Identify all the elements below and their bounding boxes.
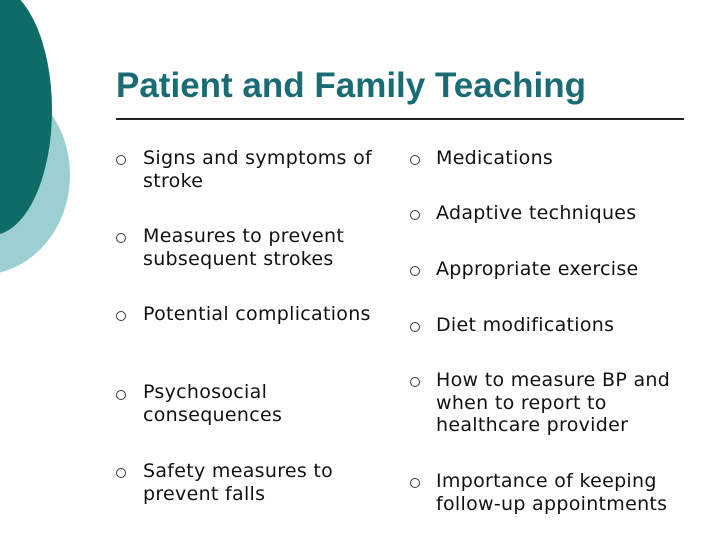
list-item-text: Diet modifications bbox=[436, 314, 615, 336]
bullet-icon bbox=[410, 210, 420, 220]
bullet-icon bbox=[410, 478, 420, 488]
corner-decoration bbox=[0, 0, 120, 300]
bullet-icon bbox=[410, 155, 420, 165]
list-item-text: Safety measures to prevent falls bbox=[143, 460, 334, 505]
list-item-text: Potential complications bbox=[143, 303, 371, 325]
bullet-icon bbox=[116, 311, 126, 321]
list-item-text: How to measure BP and when to report to healthcare provider bbox=[436, 369, 671, 436]
list-item-text: Medications bbox=[436, 147, 554, 169]
bullet-icon bbox=[116, 468, 126, 478]
list-item-text: Psychosocial consequences bbox=[143, 381, 283, 426]
bullet-icon bbox=[410, 377, 420, 387]
list-item-text: Signs and symptoms of stroke bbox=[143, 147, 373, 192]
bullet-icon bbox=[410, 266, 420, 276]
slide-title: Patient and Family Teaching bbox=[116, 66, 587, 105]
bullet-icon bbox=[116, 390, 126, 400]
bullet-icon bbox=[116, 233, 126, 243]
bullet-icon bbox=[410, 322, 420, 332]
list-item-text: Appropriate exercise bbox=[436, 258, 639, 280]
bullet-icon bbox=[116, 155, 126, 165]
list-item-text: Importance of keeping follow-up appointments bbox=[436, 470, 668, 515]
title-underline bbox=[116, 118, 684, 120]
list-item-text: Measures to prevent subsequent strokes bbox=[143, 225, 345, 270]
list-item-text: Adaptive techniques bbox=[436, 202, 637, 224]
